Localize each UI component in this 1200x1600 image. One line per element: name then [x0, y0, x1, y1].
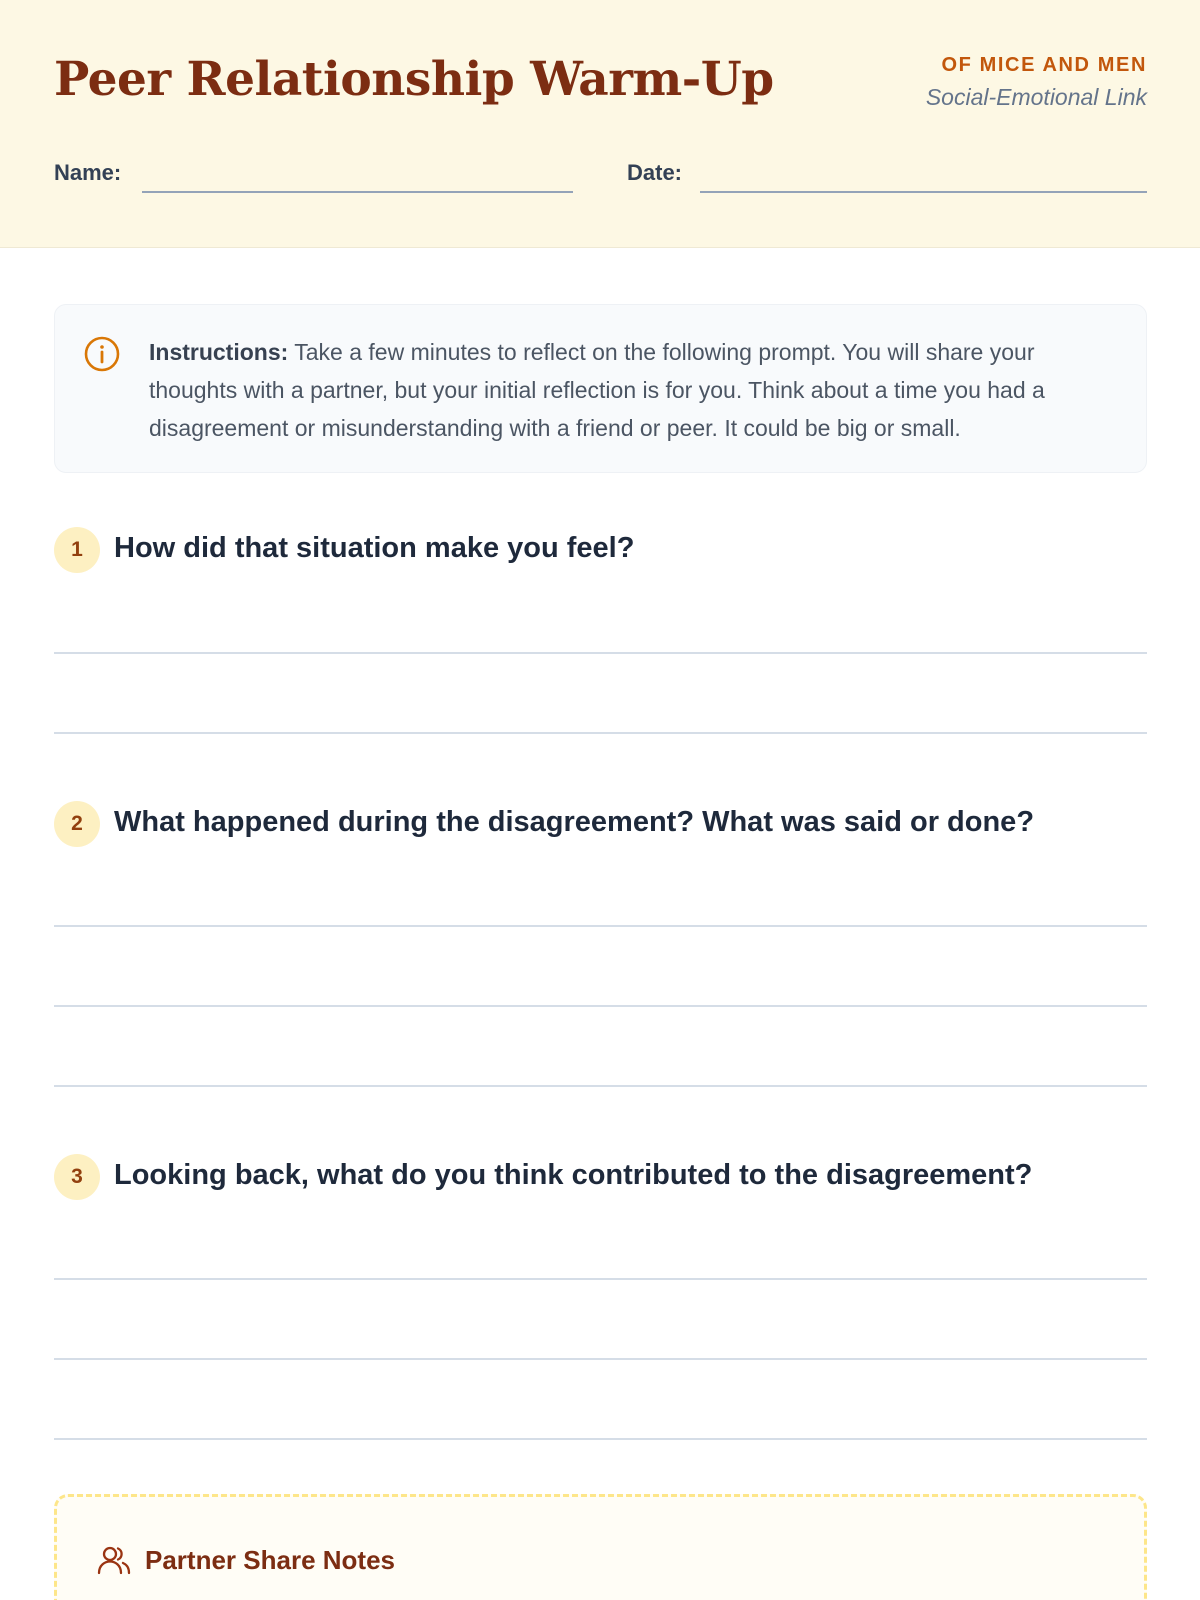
question-text: How did that situation make you feel? — [114, 532, 635, 564]
subtitle: Social-Emotional Link — [925, 84, 1147, 110]
question-number-badge: 1 — [54, 527, 100, 573]
answer-line[interactable] — [54, 1085, 1147, 1087]
page-title: Peer Relationship Warm-Up — [54, 52, 774, 107]
answer-line[interactable] — [54, 732, 1147, 734]
name-label: Name: — [54, 160, 122, 185]
question-text: What happened during the disagreement? What was said or done? — [114, 806, 1035, 838]
answer-line[interactable] — [54, 1358, 1147, 1360]
instructions-body: Take a few minutes to reflect on the following prompt. You will share your thoughts with a partner, but your initial reflection is for you. Think about a time you had a disagreement or misunderstanding with a friend or peer. It could be big or small. — [149, 339, 1045, 441]
date-label: Date: — [627, 160, 683, 185]
answer-line[interactable] — [54, 1278, 1147, 1280]
instructions-label: Instructions: — [149, 339, 289, 365]
users-icon — [97, 1543, 131, 1577]
partner-share-title: Partner Share Notes — [145, 1545, 395, 1575]
answer-line[interactable] — [54, 1005, 1147, 1007]
name-field[interactable] — [142, 191, 573, 193]
info-icon — [83, 335, 121, 373]
instructions-box — [54, 304, 1147, 473]
series-label: OF MICE AND MEN — [941, 54, 1147, 76]
question-text: Looking back, what do you think contributed to the disagreement? — [114, 1159, 1033, 1191]
answer-line[interactable] — [54, 1438, 1147, 1440]
instructions-text — [149, 333, 1119, 447]
question-number-badge: 3 — [54, 1154, 100, 1200]
answer-line[interactable] — [54, 652, 1147, 654]
partner-share-notes[interactable] — [54, 1494, 1147, 1600]
worksheet-header — [0, 0, 1200, 248]
date-field[interactable] — [700, 191, 1147, 193]
question-number-badge: 2 — [54, 801, 100, 847]
answer-line[interactable] — [54, 925, 1147, 927]
